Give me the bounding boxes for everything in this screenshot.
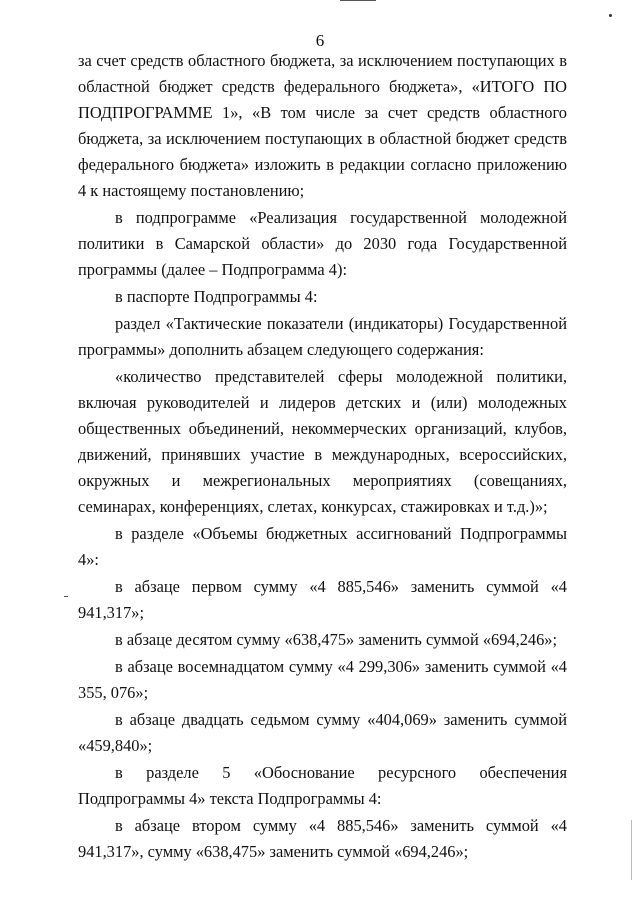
paragraph: в абзаце втором сумму «4 885,546» заменить суммой «4 941,317», сумму «638,475» заменить суммой «694,246»; — [78, 816, 567, 861]
scan-dot — [609, 14, 612, 17]
paragraph: в абзаце первом сумму «4 885,546» заменить суммой «4 941,317»; — [78, 577, 567, 622]
paragraph: в разделе 5 «Обоснование ресурсного обеспечения Подпрограммы 4» текста Подпрограммы 4: — [78, 763, 567, 808]
scan-mark-side — [64, 596, 68, 597]
document-body — [78, 48, 567, 865]
paragraph: за счет средств областного бюджета, за исключением поступающих в областной бюджет средств федерального бюджета», «ИТОГО ПО ПОДПРОГРАММЕ 1», «В том числе за счет средств областного бюджета, за исключением поступающих в областной бюджет средств федерального бюджета» изложить в редакции согласно приложению 4 к настоящему постановлению; — [78, 51, 567, 200]
scan-edge — [631, 820, 632, 880]
paragraph: в абзаце восемнадцатом сумму «4 299,306» заменить суммой «4 355, 076»; — [78, 657, 567, 702]
page-number: 6 — [315, 31, 325, 50]
paragraph: «количество представителей сферы молодежной политики, включая руководителей и лидеров детских и (или) молодежных общественных объединений, некоммерческих организаций, клубов, движений, принявших участие в международных, всероссийских, окружных и межрегиональных мероприятиях (совещаниях, семинарах, конференциях, слетах, конкурсах, стажировках и т.д.)»; — [78, 367, 567, 516]
paragraph: в паспорте Подпрограммы 4: — [115, 287, 318, 306]
paragraph: раздел «Тактические показатели (индикаторы) Государственной программы» дополнить абзацем следующего содержания: — [78, 314, 567, 359]
paragraph: в абзаце десятом сумму «638,475» заменить суммой «694,246»; — [115, 630, 558, 649]
scan-mark-top — [340, 0, 376, 1]
paragraph: в абзаце двадцать седьмом сумму «404,069» заменить суммой «459,840»; — [78, 710, 567, 755]
paragraph: в разделе «Объемы бюджетных ассигнований Подпрограммы 4»: — [78, 524, 567, 569]
paragraph: в подпрограмме «Реализация государственной молодежной политики в Самарской области» до 2030 года Государственной программы (далее – Подпрограмма 4): — [78, 208, 567, 279]
